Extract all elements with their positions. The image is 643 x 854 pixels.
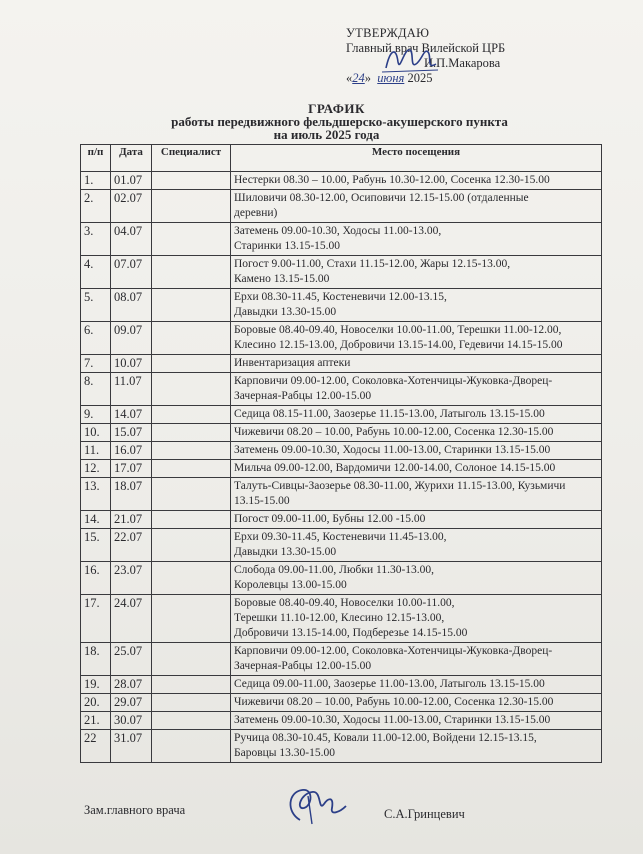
place-line: Погост 9.00-11.00, Стахи 11.15-12.00, Жары 12.15-13.00, — [234, 258, 511, 270]
table-row — [81, 223, 602, 256]
row-number: 17. — [81, 595, 111, 643]
footer-signature-icon — [282, 782, 352, 828]
table-row — [81, 190, 602, 223]
row-date: 18.07 — [111, 478, 152, 511]
approval-signature-icon — [380, 42, 440, 76]
table-row — [81, 442, 602, 460]
row-number: 18. — [81, 643, 111, 676]
row-place — [231, 373, 602, 406]
row-number: 12. — [81, 460, 111, 478]
row-specialist — [152, 730, 231, 763]
row-specialist — [152, 442, 231, 460]
place-line: Чижевичи 08.20 – 10.00, Рабунь 10.00-12.00, Сосенка 12.30-15.00 — [234, 696, 554, 708]
row-specialist — [152, 676, 231, 694]
row-number: 7. — [81, 355, 111, 373]
row-number: 19. — [81, 676, 111, 694]
row-number: 8. — [81, 373, 111, 406]
row-number: 16. — [81, 562, 111, 595]
row-specialist — [152, 256, 231, 289]
approval-name: И.П.Макарова — [424, 56, 501, 70]
row-specialist — [152, 595, 231, 643]
row-date: 24.07 — [111, 595, 152, 643]
table-row — [81, 643, 602, 676]
row-number: 14. — [81, 511, 111, 529]
place-line: Карповичи 09.00-12.00, Соколовка-Хотенчицы-Жуковка-Дворец- — [234, 645, 553, 657]
place-line: Шиловичи 08.30-12.00, Осиповичи 12.15-15.00 (отдаленные — [234, 192, 529, 204]
row-number: 21. — [81, 712, 111, 730]
row-place — [231, 529, 602, 562]
row-specialist — [152, 643, 231, 676]
row-number: 3. — [81, 223, 111, 256]
row-place — [231, 442, 602, 460]
row-place — [231, 424, 602, 442]
row-place — [231, 694, 602, 712]
row-place — [231, 643, 602, 676]
row-specialist — [152, 478, 231, 511]
row-place — [231, 322, 602, 355]
row-specialist — [152, 289, 231, 322]
approval-year: 2025 — [404, 71, 433, 85]
row-specialist — [152, 322, 231, 355]
row-date: 28.07 — [111, 676, 152, 694]
place-line: Слобода 09.00-11.00, Любки 11.30-13.00, — [234, 564, 435, 576]
place-line: Инвентаризация аптеки — [234, 357, 351, 369]
row-place — [231, 676, 602, 694]
table-row — [81, 355, 602, 373]
row-specialist — [152, 424, 231, 442]
place-line: Затемень 09.00-10.30, Ходосы 11.00-13.00, Старинки 13.15-15.00 — [234, 444, 551, 456]
row-specialist — [152, 529, 231, 562]
approval-month: июня — [377, 71, 405, 85]
place-line: Баровцы 13.30-15.00 — [234, 747, 335, 759]
row-date: 08.07 — [111, 289, 152, 322]
table-row — [81, 172, 602, 190]
place-line: Мильча 09.00-12.00, Вардомичи 12.00-14.00, Солоное 14.15-15.00 — [234, 462, 556, 474]
row-specialist — [152, 172, 231, 190]
table-row — [81, 460, 602, 478]
row-specialist — [152, 562, 231, 595]
approval-position: Главный врач Вилейской ЦРБ — [346, 41, 506, 55]
place-line: Давыдки 13.30-15.00 — [234, 306, 337, 318]
place-line: Старинки 13.15-15.00 — [234, 240, 341, 252]
table-row — [81, 730, 602, 763]
approval-heading: УТВЕРЖДАЮ — [346, 26, 430, 40]
row-specialist — [152, 511, 231, 529]
approval-day: 24 — [352, 71, 365, 85]
row-place — [231, 355, 602, 373]
row-place — [231, 730, 602, 763]
row-specialist — [152, 712, 231, 730]
place-line: Давыдки 13.30-15.00 — [234, 546, 337, 558]
row-date: 10.07 — [111, 355, 152, 373]
place-line: Зачерная-Рабцы 12.00-15.00 — [234, 390, 372, 402]
row-place — [231, 478, 602, 511]
table-row — [81, 289, 602, 322]
table-row — [81, 595, 602, 643]
row-number: 4. — [81, 256, 111, 289]
row-place — [231, 406, 602, 424]
table-row — [81, 256, 602, 289]
place-line: Затемень 09.00-10.30, Ходосы 11.00-13.00, Старинки 13.15-15.00 — [234, 714, 551, 726]
place-line: Зачерная-Рабцы 12.00-15.00 — [234, 660, 372, 672]
row-specialist — [152, 190, 231, 223]
row-date: 02.07 — [111, 190, 152, 223]
place-line: Ручица 08.30-10.45, Ковали 11.00-12.00, Войдени 12.15-13.15, — [234, 732, 537, 744]
row-date: 23.07 — [111, 562, 152, 595]
place-line: Затемень 09.00-10.30, Ходосы 11.00-13.00, — [234, 225, 442, 237]
table-row — [81, 373, 602, 406]
row-specialist — [152, 406, 231, 424]
row-date: 22.07 — [111, 529, 152, 562]
place-line: Добровичи 13.15-14.00, Подберезье 14.15-15.00 — [234, 627, 468, 639]
row-place — [231, 256, 602, 289]
title-main: ГРАФИК — [308, 101, 365, 116]
schedule-table-wrapper — [80, 144, 602, 763]
row-place — [231, 172, 602, 190]
row-place — [231, 712, 602, 730]
row-date: 17.07 — [111, 460, 152, 478]
table-row — [81, 424, 602, 442]
place-line: Клесино 12.15-13.00, Добровичи 13.15-14.00, Гедевичи 14.15-15.00 — [234, 339, 563, 351]
row-date: 31.07 — [111, 730, 152, 763]
place-line: 13.15-15.00 — [234, 495, 290, 507]
place-line: Ерхи 09.30-11.45, Костеневичи 11.45-13.00, — [234, 531, 447, 543]
row-date: 04.07 — [111, 223, 152, 256]
row-date: 14.07 — [111, 406, 152, 424]
row-number: 22 — [81, 730, 111, 763]
title-period: на июль 2025 года — [273, 127, 380, 142]
place-line: Ерхи 08.30-11.45, Костеневичи 12.00-13.15, — [234, 291, 447, 303]
row-date: 11.07 — [111, 373, 152, 406]
row-place — [231, 289, 602, 322]
table-row — [81, 529, 602, 562]
footer-name: С.А.Гринцевич — [384, 807, 465, 821]
place-line: Терешки 11.10-12.00, Клесино 12.15-13.00, — [234, 612, 445, 624]
row-number: 1. — [81, 172, 111, 190]
row-number: 9. — [81, 406, 111, 424]
row-date: 07.07 — [111, 256, 152, 289]
table-row — [81, 562, 602, 595]
place-line: Нестерки 08.30 – 10.00, Рабунь 10.30-12.00, Сосенка 12.30-15.00 — [234, 174, 550, 186]
row-place — [231, 460, 602, 478]
row-place — [231, 511, 602, 529]
place-line: Погост 09.00-11.00, Бубны 12.00 -15.00 — [234, 513, 426, 525]
row-specialist — [152, 460, 231, 478]
row-date: 30.07 — [111, 712, 152, 730]
row-number: 2. — [81, 190, 111, 223]
place-line: Седица 09.00-11.00, Заозерье 11.00-13.00, Латыголь 13.15-15.00 — [234, 678, 545, 690]
table-row — [81, 712, 602, 730]
approval-date: «24» июня 2025 — [346, 71, 433, 85]
row-place — [231, 190, 602, 223]
place-line: Карповичи 09.00-12.00, Соколовка-Хотенчицы-Жуковка-Дворец- — [234, 375, 553, 387]
row-date: 16.07 — [111, 442, 152, 460]
table-row — [81, 694, 602, 712]
place-line: Талуть-Сивцы-Заозерье 08.30-11.00, Журихи 11.15-13.00, Кузьмичи — [234, 480, 566, 492]
row-place — [231, 223, 602, 256]
row-place — [231, 595, 602, 643]
header-specialist: Специалист — [152, 145, 231, 172]
row-date: 21.07 — [111, 511, 152, 529]
row-specialist — [152, 373, 231, 406]
document-title — [0, 102, 643, 141]
row-number: 6. — [81, 322, 111, 355]
place-line: Чижевичи 08.20 – 10.00, Рабунь 10.00-12.00, Сосенка 12.30-15.00 — [234, 426, 554, 438]
table-row — [81, 322, 602, 355]
place-line: Седица 08.15-11.00, Заозерье 11.15-13.00, Латыголь 13.15-15.00 — [234, 408, 545, 420]
footer-position: Зам.главного врача — [84, 803, 186, 817]
header-date: Дата — [111, 145, 152, 172]
row-place — [231, 562, 602, 595]
table-row — [81, 511, 602, 529]
header-place: Место посещения — [231, 145, 602, 172]
row-specialist — [152, 223, 231, 256]
row-number: 13. — [81, 478, 111, 511]
place-line: Камено 13.15-15.00 — [234, 273, 330, 285]
title-subtitle: работы передвижного фельдшерско-акушерского пункта — [171, 114, 508, 129]
row-number: 11. — [81, 442, 111, 460]
row-specialist — [152, 355, 231, 373]
row-date: 01.07 — [111, 172, 152, 190]
table-row — [81, 406, 602, 424]
row-date: 09.07 — [111, 322, 152, 355]
row-number: 20. — [81, 694, 111, 712]
schedule-table — [80, 144, 602, 763]
table-header-row — [81, 145, 602, 172]
row-date: 15.07 — [111, 424, 152, 442]
table-row — [81, 478, 602, 511]
row-date: 29.07 — [111, 694, 152, 712]
row-number: 10. — [81, 424, 111, 442]
place-line: Королевцы 13.00-15.00 — [234, 579, 347, 591]
row-specialist — [152, 694, 231, 712]
place-line: Боровые 08.40-09.40, Новоселки 10.00-11.00, Терешки 11.00-12.00, — [234, 324, 562, 336]
row-date: 25.07 — [111, 643, 152, 676]
row-number: 15. — [81, 529, 111, 562]
place-line: деревни) — [234, 207, 278, 219]
place-line: Боровые 08.40-09.40, Новоселки 10.00-11.00, — [234, 597, 455, 609]
table-row — [81, 676, 602, 694]
header-num: п/п — [81, 145, 111, 172]
row-number: 5. — [81, 289, 111, 322]
